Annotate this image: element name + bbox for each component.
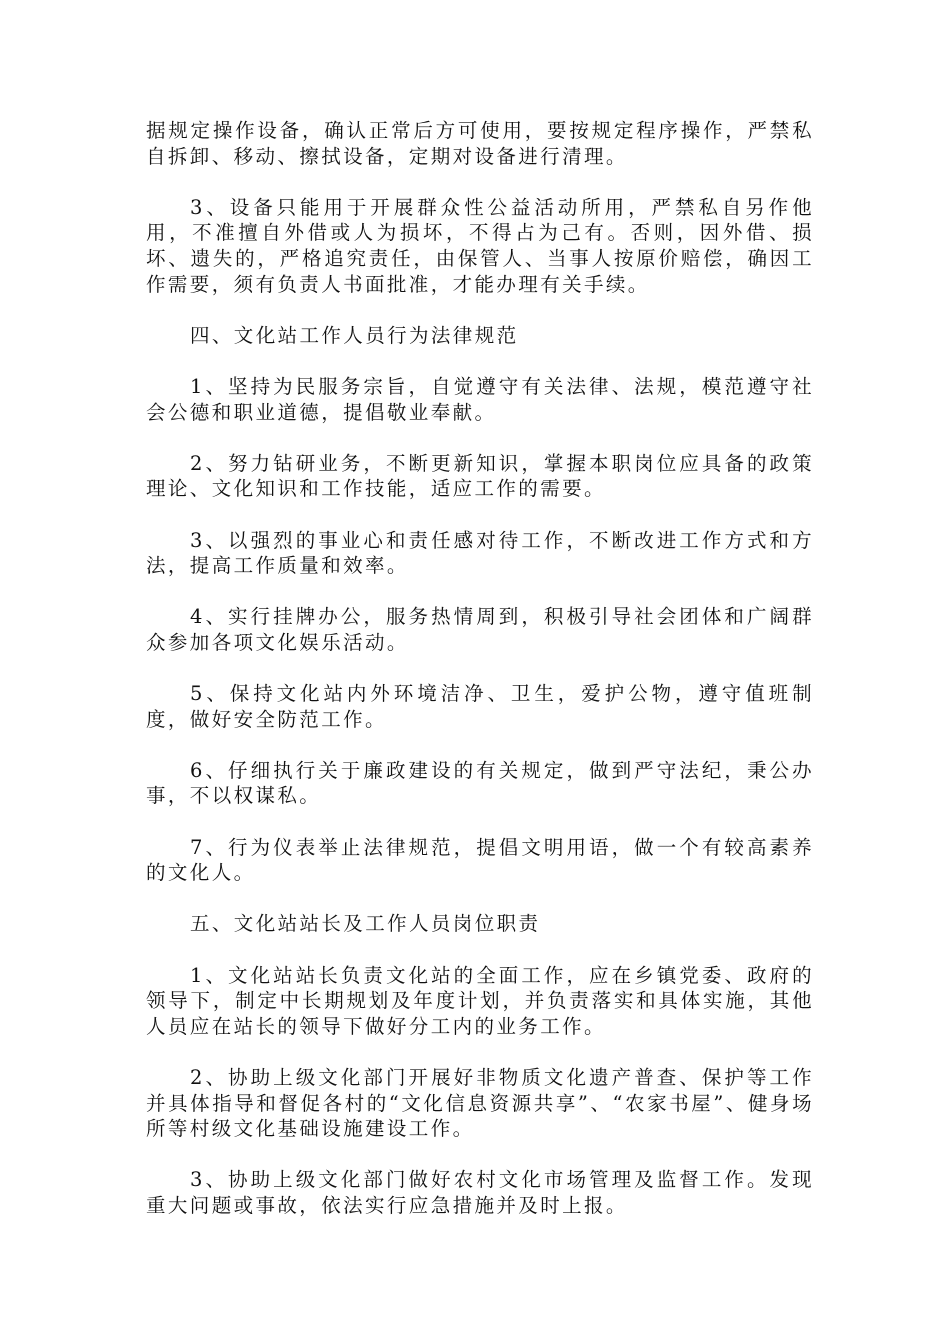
paragraph-item: 4、实行挂牌办公，服务热情周到，积极引导社会团体和广阔群众参加各项文化娱乐活动。 bbox=[146, 605, 814, 654]
section-heading: 五、文化站站长及工作人员岗位职责 bbox=[190, 912, 541, 936]
paragraph-continuation: 据规定操作设备，确认正常后方可使用，要按规定程序操作，严禁私自拆卸、移动、擦拭设备，定期对设备进行清理。 bbox=[146, 119, 814, 168]
paragraph-item: 3、设备只能用于开展群众性公益活动所用，严禁私自另作他用，不准擅自外借或人为损坏，不得占为己有。否则，因外借、损坏、遗失的，严格追究责任，由保管人、当事人按原价赔偿，确因工作需要，须有负责人书面批准，才能办理有关手续。 bbox=[146, 195, 814, 296]
paragraph-item: 3、以强烈的事业心和责任感对待工作，不断改进工作方式和方法，提高工作质量和效率。 bbox=[146, 528, 814, 578]
paragraph-item: 7、行为仪表举止法律规范，提倡文明用语，做一个有较高素养的文化人。 bbox=[146, 835, 814, 885]
section-heading: 四、文化站工作人员行为法律规范 bbox=[190, 323, 519, 347]
paragraph-item: 1、坚持为民服务宗旨，自觉遵守有关法律、法规，模范遵守社会公德和职业道德，提倡敬业奉献。 bbox=[146, 374, 814, 424]
paragraph-item: 5、保持文化站内外环境洁净、卫生，爱护公物，遵守值班制度，做好安全防范工作。 bbox=[146, 682, 814, 731]
paragraph-item: 3、协助上级文化部门做好农村文化市场管理及监督工作。发现重大问题或事故，依法实行应急措施并及时上报。 bbox=[146, 1168, 814, 1217]
paragraph-item: 2、协助上级文化部门开展好非物质文化遗产普查、保护等工作并具体指导和督促各村的“文化信息资源共享”、“农家书屋”、健身场所等村级文化基础设施建设工作。 bbox=[146, 1065, 814, 1141]
document-page bbox=[146, 118, 814, 1244]
paragraph-item: 6、仔细执行关于廉政建设的有关规定，做到严守法纪，秉公办事，不以权谋私。 bbox=[146, 758, 814, 808]
paragraph-item: 2、努力钻研业务，不断更新知识，掌握本职岗位应具备的政策理论、文化知识和工作技能，适应工作的需要。 bbox=[146, 451, 814, 501]
paragraph-item: 1、文化站站长负责文化站的全面工作，应在乡镇党委、政府的领导下，制定中长期规划及年度计划，并负责落实和具体实施，其他人员应在站长的领导下做好分工内的业务工作。 bbox=[146, 963, 814, 1038]
